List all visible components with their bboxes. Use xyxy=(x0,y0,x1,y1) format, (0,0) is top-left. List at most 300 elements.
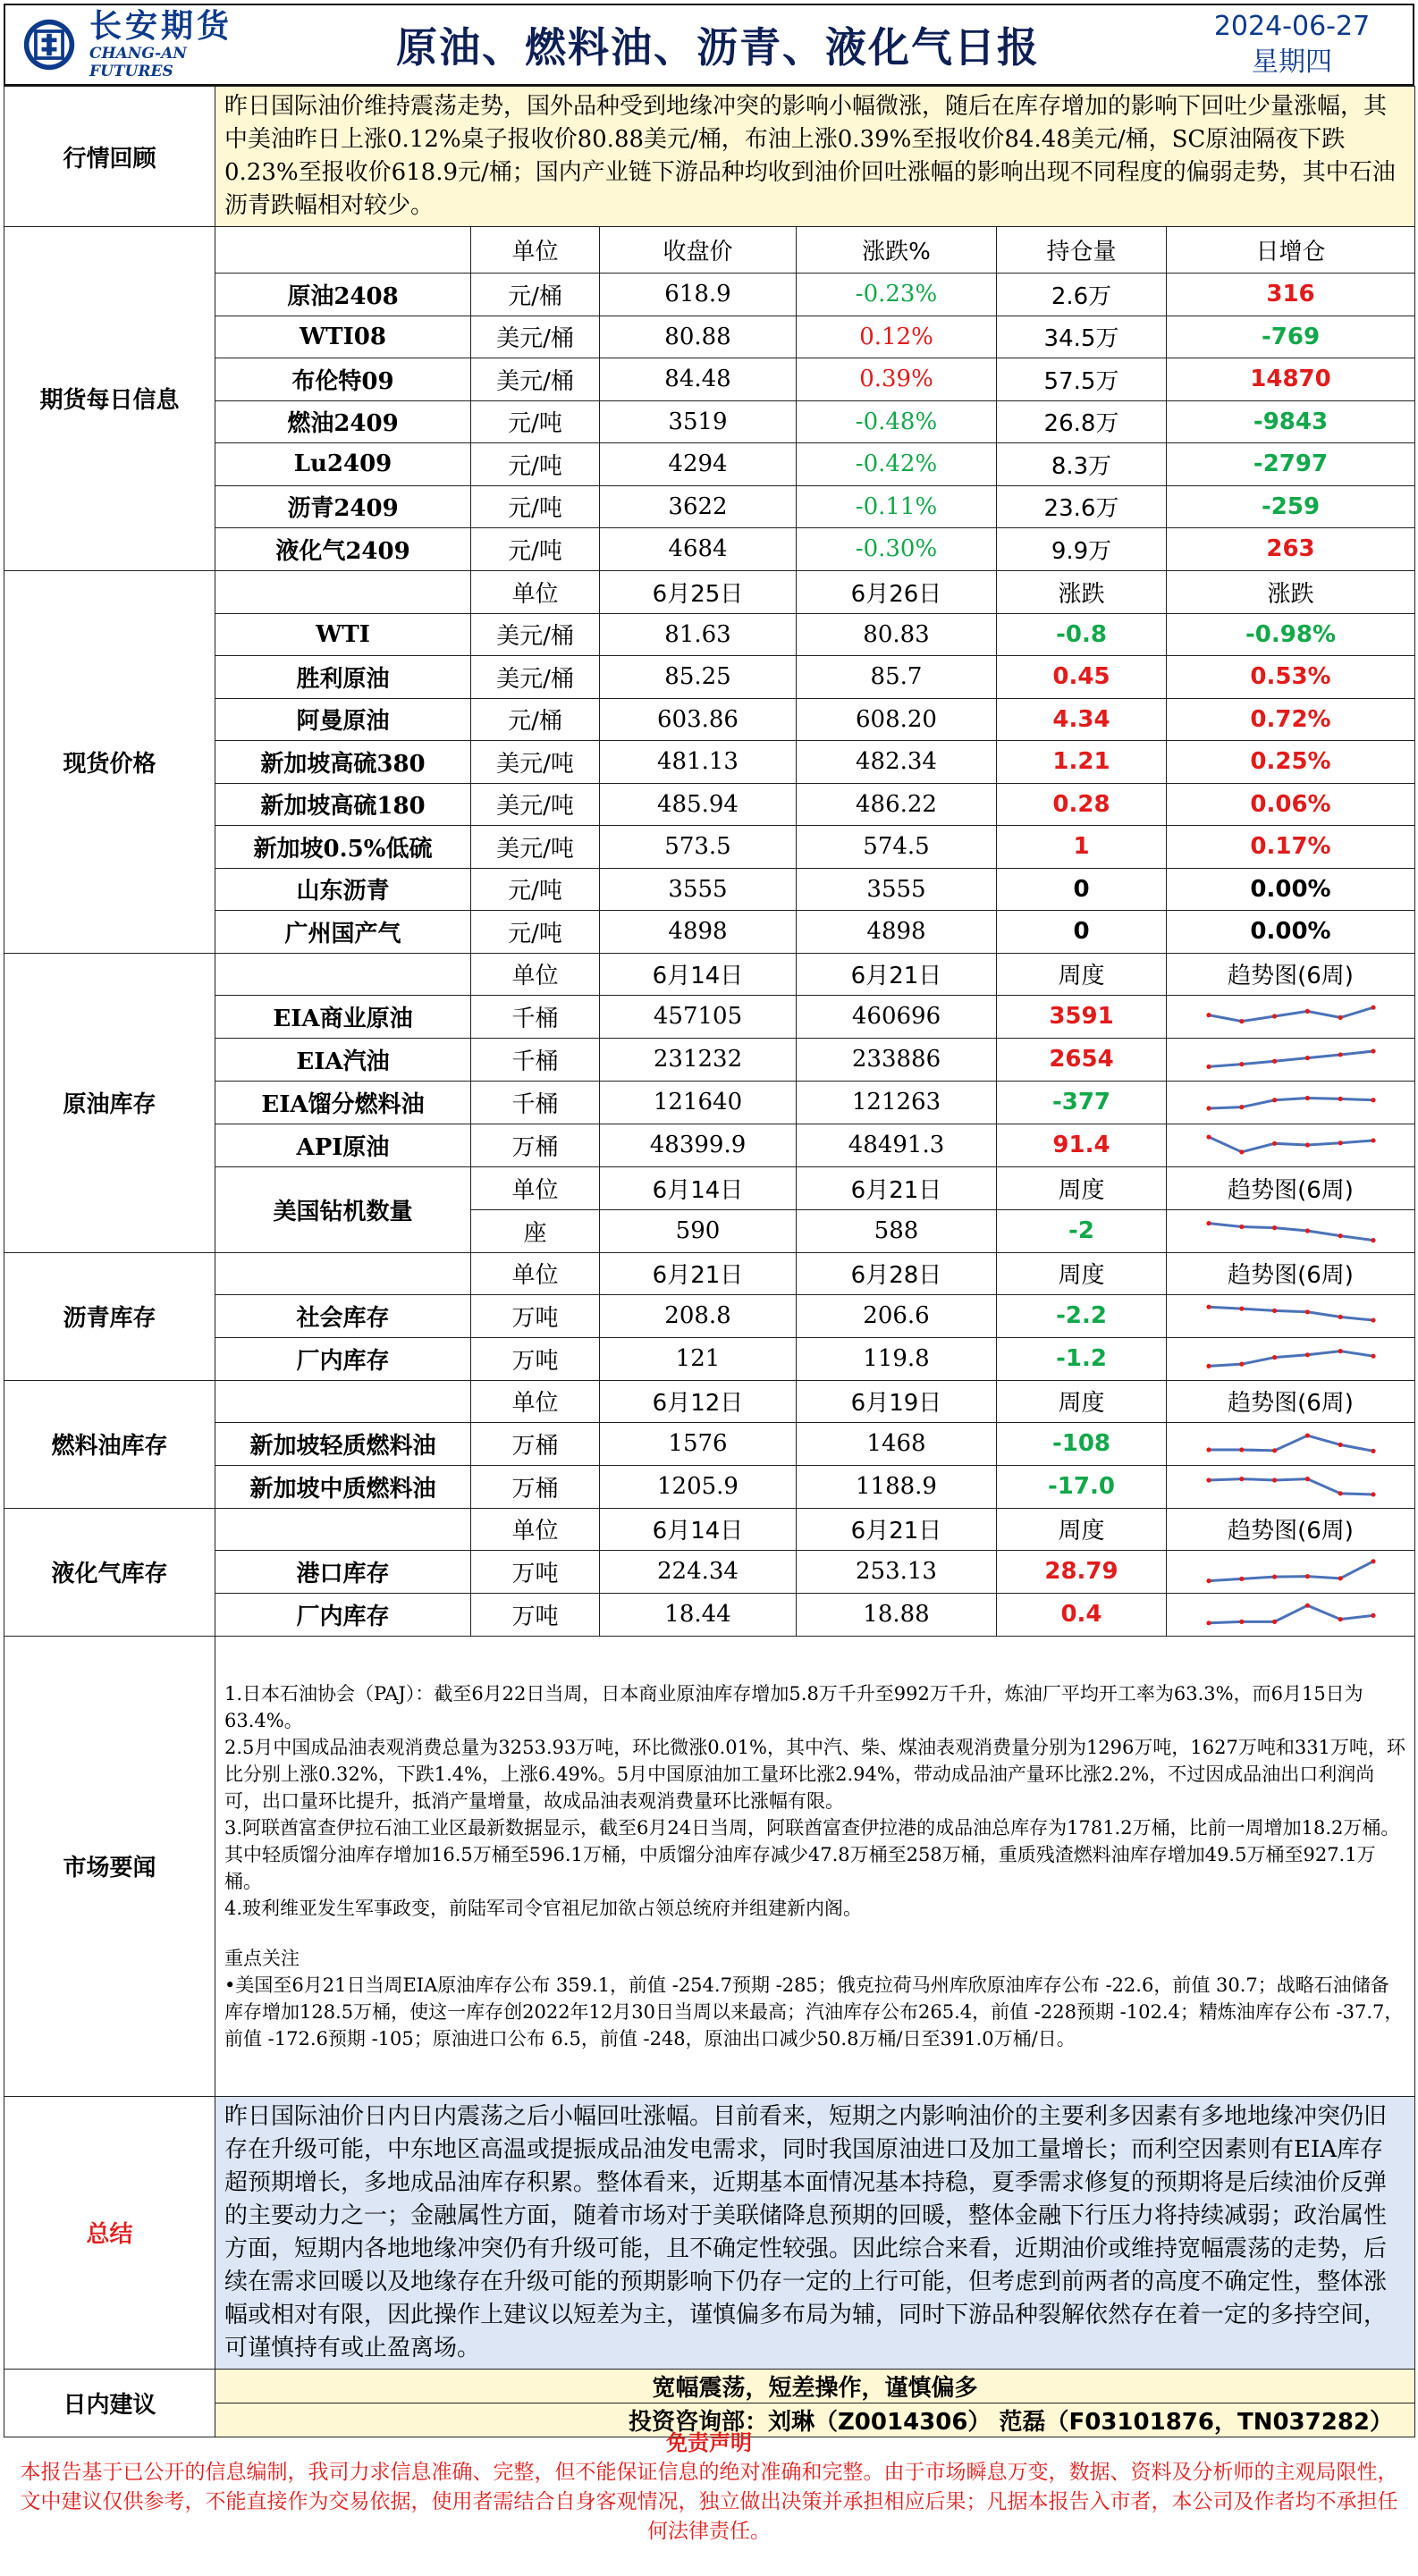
section-label-intraday: 日内建议 xyxy=(4,2369,215,2437)
news-content xyxy=(215,1636,1415,2096)
daily-oi-change: -9843 xyxy=(1167,400,1415,443)
trend-point xyxy=(1206,1221,1211,1225)
trend-cell xyxy=(1167,995,1415,1038)
header-blank xyxy=(215,1508,471,1550)
trend-line xyxy=(1209,1479,1373,1494)
trend-sparkline xyxy=(1203,1596,1379,1632)
trend-point xyxy=(1239,1447,1244,1452)
spacer xyxy=(224,1922,1405,1945)
column-header: 单位 xyxy=(471,570,600,613)
column-header: 趋势图(6周) xyxy=(1167,1166,1415,1209)
section-label-review: 行情回顾 xyxy=(4,87,215,227)
trend-line xyxy=(1209,1224,1373,1241)
trend-point xyxy=(1239,1019,1244,1023)
price-prev: 573.5 xyxy=(600,826,797,869)
daily-oi-change: 14870 xyxy=(1167,358,1415,401)
trend-point xyxy=(1272,1225,1277,1230)
table-row xyxy=(4,87,1415,227)
trend-point xyxy=(1239,1620,1244,1624)
inventory-name: 新加坡中质燃料油 xyxy=(215,1465,471,1508)
unit: 千桶 xyxy=(471,1081,600,1124)
trend-line xyxy=(1209,1099,1373,1108)
value-prev: 1576 xyxy=(600,1422,797,1465)
column-header: 周度 xyxy=(997,1380,1167,1422)
trend-point xyxy=(1304,1009,1309,1014)
change: 0.28 xyxy=(997,783,1167,826)
table-row xyxy=(4,613,1415,656)
table-row xyxy=(4,1465,1415,1508)
company-logo xyxy=(5,5,265,84)
section-label-spot: 现货价格 xyxy=(4,570,215,953)
unit: 元/吨 xyxy=(471,443,600,486)
table-row xyxy=(4,1550,1415,1593)
price-curr: 3555 xyxy=(797,868,997,911)
section-label-news: 市场要闻 xyxy=(4,1636,215,2096)
table-row xyxy=(4,1038,1415,1081)
close-price: 80.88 xyxy=(600,316,797,358)
trend-point xyxy=(1304,1477,1309,1481)
column-header: 单位 xyxy=(471,1380,600,1422)
inventory-name: 社会库存 xyxy=(215,1294,471,1337)
change-percent: -0.30% xyxy=(797,528,997,571)
unit: 美元/桶 xyxy=(471,613,600,656)
column-header: 单位 xyxy=(471,1166,600,1209)
open-interest: 34.5万 xyxy=(997,316,1167,358)
column-header: 趋势图(6周) xyxy=(1167,953,1415,995)
trend-point xyxy=(1338,1052,1342,1056)
contract-name: 沥青2409 xyxy=(215,485,471,528)
table-row xyxy=(4,826,1415,869)
table-row xyxy=(4,1124,1415,1166)
value-curr: 588 xyxy=(797,1209,997,1252)
trend-point xyxy=(1239,1362,1244,1367)
table-row xyxy=(4,2369,1415,2403)
rig-count-name: 美国钻机数量 xyxy=(215,1166,471,1252)
spot-name: 新加坡0.5%低硫 xyxy=(215,826,471,869)
column-header: 持仓量 xyxy=(997,227,1167,274)
column-header: 周度 xyxy=(997,1508,1167,1550)
open-interest: 8.3万 xyxy=(997,443,1167,486)
value-prev: 590 xyxy=(600,1209,797,1252)
table-row xyxy=(4,741,1415,784)
trend-cell xyxy=(1167,1422,1415,1465)
change-percent: 0.72% xyxy=(1167,698,1415,741)
trend-point xyxy=(1272,1620,1277,1624)
chang-an-logo-icon xyxy=(21,15,77,74)
report-title: 原油、燃料油、沥青、液化气日报 xyxy=(396,23,1040,72)
price-curr: 608.20 xyxy=(797,698,997,741)
disclaimer xyxy=(4,2422,1414,2572)
table-row xyxy=(4,1593,1415,1636)
trend-cell xyxy=(1167,1038,1415,1081)
trend-point xyxy=(1239,1062,1244,1066)
column-header: 单位 xyxy=(471,227,600,274)
spot-name: 新加坡高硫380 xyxy=(215,741,471,784)
price-curr: 482.34 xyxy=(797,741,997,784)
daily-oi-change: -2797 xyxy=(1167,443,1415,486)
trend-sparkline xyxy=(1203,998,1379,1034)
close-price: 3519 xyxy=(600,400,797,443)
trend-point xyxy=(1272,1477,1277,1482)
price-prev: 603.86 xyxy=(600,698,797,741)
report-date: 2024-06-27 xyxy=(1213,11,1371,42)
change-percent: 0.12% xyxy=(797,316,997,358)
trend-sparkline xyxy=(1203,1213,1379,1249)
trend-line xyxy=(1209,1435,1373,1451)
unit: 美元/吨 xyxy=(471,826,600,869)
news-item: 2.5月中国成品油表观消费总量为3253.93万吨，环比微涨0.01%，其中汽、柴、煤油表观消费量分别为1296万吨，1627万吨和331万吨，环比分别上涨0.32%，下跌1.4%，上涨6.49%。5月中国原油加工量环比涨2.94%，带动成品油产量环比涨2.2%，不过因成品油出口利润尚可，出口量环比提升，抵消产量增量，故成品油表观消费量环比涨幅有限。 xyxy=(224,1736,1405,1812)
spot-name: 广州国产气 xyxy=(215,911,471,954)
table-row xyxy=(4,783,1415,826)
table-row xyxy=(4,995,1415,1038)
column-header: 6月21日 xyxy=(797,1508,997,1550)
unit: 元/桶 xyxy=(471,274,600,316)
trend-point xyxy=(1272,1355,1277,1360)
unit: 万桶 xyxy=(471,1124,600,1166)
trend-point xyxy=(1338,1576,1342,1580)
section-label-asphalt_inv: 沥青库存 xyxy=(4,1252,215,1380)
change: 4.34 xyxy=(997,698,1167,741)
header-blank xyxy=(215,953,471,995)
focus-text: •美国至6月21日当周EIA原油库存公布 359.1，前值 -254.7预期 -285；俄克拉荷马州库欣原油库存公布 -22.6，前值 30.7；战略石油储备库存增加128.5万桶，使这一库存创2022年12月30日当周以来最高；汽油库存公布265.4，前值 -228预期 -102.4；精炼油库存公布 -37.7，前值 -172.6预期 -105；原油进口公布 6.5，前值 -248，原油出口减少50.8万桶/日至391.0万桶/日。 xyxy=(224,1974,1404,2050)
contract-name: Lu2409 xyxy=(215,443,471,486)
value-curr: 1468 xyxy=(797,1422,997,1465)
trend-point xyxy=(1206,1065,1211,1069)
trend-point xyxy=(1206,1013,1211,1017)
trend-point xyxy=(1206,1578,1211,1583)
weekly-change: 28.79 xyxy=(997,1550,1167,1593)
news-item: 3.阿联酋富查伊拉石油工业区最新数据显示，截至6月24日当周，阿联酋富查伊拉港的成品油总库存为1781.2万桶，比前一周增加18.2万桶。其中轻质馏分油库存增加16.5万桶至596.1万桶，中质馏分油库存减少47.8万桶至258万桶，重质残渣燃料油库存增加49.5万桶至927.1万桶。 xyxy=(224,1816,1400,1892)
change-percent: -0.42% xyxy=(797,443,997,486)
trend-point xyxy=(1338,1443,1342,1447)
value-prev: 224.34 xyxy=(600,1550,797,1593)
trend-point xyxy=(1304,1352,1309,1357)
trend-point xyxy=(1206,1477,1211,1482)
table-row xyxy=(4,1294,1415,1337)
table-row xyxy=(4,656,1415,699)
column-header: 6月12日 xyxy=(600,1380,797,1422)
open-interest: 26.8万 xyxy=(997,400,1167,443)
trend-point xyxy=(1371,1138,1375,1142)
price-prev: 485.94 xyxy=(600,783,797,826)
trend-sparkline xyxy=(1203,1469,1379,1504)
table-row xyxy=(4,358,1415,401)
table-row xyxy=(4,1380,1415,1422)
trend-point xyxy=(1272,1098,1277,1102)
change-percent: -0.48% xyxy=(797,400,997,443)
unit: 美元/桶 xyxy=(471,656,600,699)
table-row xyxy=(4,316,1415,358)
inventory-name: 厂内库存 xyxy=(215,1593,471,1636)
close-price: 618.9 xyxy=(600,274,797,316)
table-row xyxy=(4,2096,1415,2369)
inventory-name: 新加坡轻质燃料油 xyxy=(215,1422,471,1465)
close-price: 4294 xyxy=(600,443,797,486)
table-row xyxy=(4,1636,1415,2096)
trend-cell xyxy=(1167,1081,1415,1124)
trend-point xyxy=(1206,1106,1211,1110)
trend-point xyxy=(1304,1604,1309,1608)
contract-name: 液化气2409 xyxy=(215,528,471,571)
price-curr: 80.83 xyxy=(797,613,997,656)
column-header: 6月21日 xyxy=(797,1166,997,1209)
column-header: 6月21日 xyxy=(600,1252,797,1294)
unit: 美元/桶 xyxy=(471,316,600,358)
trend-point xyxy=(1338,1233,1342,1238)
trend-point xyxy=(1371,1492,1375,1496)
report-date-block xyxy=(1171,9,1413,80)
column-header: 6月14日 xyxy=(600,1508,797,1550)
change: 0 xyxy=(997,868,1167,911)
open-interest: 23.6万 xyxy=(997,485,1167,528)
unit: 美元/吨 xyxy=(471,741,600,784)
unit: 元/吨 xyxy=(471,911,600,954)
unit: 千桶 xyxy=(471,1038,600,1081)
price-prev: 4898 xyxy=(600,911,797,954)
column-header: 单位 xyxy=(471,1508,600,1550)
value-curr: 253.13 xyxy=(797,1550,997,1593)
trend-line xyxy=(1209,1051,1373,1066)
unit: 万吨 xyxy=(471,1550,600,1593)
column-header: 趋势图(6周) xyxy=(1167,1252,1415,1294)
weekly-change: 0.4 xyxy=(997,1593,1167,1636)
daily-oi-change: 263 xyxy=(1167,528,1415,571)
inventory-name: EIA馏分燃料油 xyxy=(215,1081,471,1124)
unit: 美元/吨 xyxy=(471,783,600,826)
inventory-name: EIA汽油 xyxy=(215,1038,471,1081)
table-row xyxy=(4,227,1415,274)
value-curr: 233886 xyxy=(797,1038,997,1081)
trend-line xyxy=(1209,1307,1373,1320)
column-header: 涨跌% xyxy=(797,227,997,274)
trend-point xyxy=(1272,1575,1277,1579)
close-price: 4684 xyxy=(600,528,797,571)
trend-point xyxy=(1239,1149,1244,1154)
section-label-lpg_inv: 液化气库存 xyxy=(4,1508,215,1636)
summary-text: 昨日国际油价日内日内震荡之后小幅回吐涨幅。目前看来，短期之内影响油价的主要利多因素有多地地缘冲突仍旧存在升级可能，中东地区高温或提振成品油发电需求，同时我国原油进口及加工量增长；而利空因素则有EIA库存超预期增长，多地成品油库存积累。整体看来，近期基本面情况基本持稳，夏季需求修复的预期将是后续油价反弹的主要动力之一；金融属性方面，随着市场对于美联储降息预期的回暖，整体金融下行压力将持续减弱；政治属性方面，短期内各地地缘冲突仍有升级可能，且不确定性较强。因此综合来看，近期油价或维持宽幅震荡的走势，后续在需求回暖以及地缘存在升级可能的预期影响下仍存一定的上行可能，但考虑到前两者的高度不确定性，整体涨幅或相对有限，因此操作上建议以短差为主，谨慎偏多布局为辅，同时下游品种裂解依然存在着一定的多持空间，可谨慎持有或止盈离场。 xyxy=(215,2096,1415,2369)
column-header: 日增仓 xyxy=(1167,227,1415,274)
trend-cell xyxy=(1167,1465,1415,1508)
unit: 美元/桶 xyxy=(471,358,600,401)
spot-name: 新加坡高硫180 xyxy=(215,783,471,826)
inventory-name: 厂内库存 xyxy=(215,1337,471,1380)
trend-point xyxy=(1272,1059,1277,1064)
change: 1 xyxy=(997,826,1167,869)
trend-point xyxy=(1371,1006,1375,1010)
column-header: 6月14日 xyxy=(600,953,797,995)
open-interest: 57.5万 xyxy=(997,358,1167,401)
daily-oi-change: 316 xyxy=(1167,274,1415,316)
trend-point xyxy=(1239,1225,1244,1229)
table-row xyxy=(4,911,1415,954)
table-row xyxy=(4,1081,1415,1124)
unit: 座 xyxy=(471,1209,600,1252)
trend-sparkline xyxy=(1203,1553,1379,1589)
contract-name: WTI08 xyxy=(215,316,471,358)
close-price: 3622 xyxy=(600,485,797,528)
change: 0.45 xyxy=(997,656,1167,699)
value-curr: 1188.9 xyxy=(797,1465,997,1508)
open-interest: 2.6万 xyxy=(997,274,1167,316)
trend-point xyxy=(1239,1477,1244,1481)
column-header: 6月14日 xyxy=(600,1166,797,1209)
column-header: 周度 xyxy=(997,1166,1167,1209)
open-interest: 9.9万 xyxy=(997,528,1167,571)
trend-point xyxy=(1272,1309,1277,1313)
column-header: 6月19日 xyxy=(797,1380,997,1422)
trend-point xyxy=(1304,1433,1309,1437)
value-curr: 119.8 xyxy=(797,1337,997,1380)
contract-name: 燃油2409 xyxy=(215,400,471,443)
inventory-name: 港口库存 xyxy=(215,1550,471,1593)
trend-point xyxy=(1304,1309,1309,1314)
trend-point xyxy=(1239,1577,1244,1581)
spot-name: 胜利原油 xyxy=(215,656,471,699)
trend-point xyxy=(1206,1134,1211,1139)
trend-cell xyxy=(1167,1337,1415,1380)
trend-point xyxy=(1371,1559,1375,1563)
change-percent: 0.00% xyxy=(1167,911,1415,954)
trend-point xyxy=(1338,1491,1342,1495)
trend-cell xyxy=(1167,1209,1415,1252)
unit: 万桶 xyxy=(471,1422,600,1465)
change-percent: -0.98% xyxy=(1167,613,1415,656)
trend-point xyxy=(1371,1354,1375,1359)
value-curr: 18.88 xyxy=(797,1593,997,1636)
logo-chinese-name: 长安期货 xyxy=(89,8,233,45)
weekly-change: 2654 xyxy=(997,1038,1167,1081)
weekly-change: -377 xyxy=(997,1081,1167,1124)
table-row xyxy=(4,868,1415,911)
trend-point xyxy=(1206,1447,1211,1452)
trend-point xyxy=(1272,1141,1277,1146)
table-row xyxy=(4,1422,1415,1465)
unit: 元/吨 xyxy=(471,400,600,443)
section-label-summary: 总结 xyxy=(4,2096,215,2369)
contract-name: 布伦特09 xyxy=(215,358,471,401)
trend-point xyxy=(1338,1349,1342,1353)
column-header: 6月28日 xyxy=(797,1252,997,1294)
trend-cell xyxy=(1167,1124,1415,1166)
trend-sparkline xyxy=(1203,1341,1379,1376)
price-curr: 4898 xyxy=(797,911,997,954)
trend-point xyxy=(1371,1238,1375,1242)
focus-title: 重点关注 xyxy=(224,1947,300,1969)
intraday-advice: 宽幅震荡，短差操作，谨慎偏多 xyxy=(215,2369,1415,2403)
review-text: 昨日国际油价维持震荡走势，国外品种受到地缘冲突的影响小幅微涨，随后在库存增加的影响下回吐少量涨幅，其中美油昨日上涨0.12%桌子报收价80.88美元/桶，布油上涨0.39%至报收价84.48美元/桶，SC原油隔夜下跌0.23%至报收价618.9元/桶；国内产业链下游品种均收到油价回吐涨幅的影响出现不同程度的偏弱走势，其中石油沥青跌幅相对较少。 xyxy=(215,87,1415,227)
report-weekday: 星期四 xyxy=(1252,46,1332,78)
price-prev: 481.13 xyxy=(600,741,797,784)
trend-point xyxy=(1304,1056,1309,1060)
trend-point xyxy=(1206,1364,1211,1368)
column-header: 6月21日 xyxy=(797,953,997,995)
trend-point xyxy=(1304,1096,1309,1100)
column-header: 涨跌 xyxy=(997,570,1167,613)
value-prev: 121 xyxy=(600,1337,797,1380)
header-blank xyxy=(215,570,471,613)
table-row xyxy=(4,1166,1415,1209)
weekly-change: -1.2 xyxy=(997,1337,1167,1380)
change: -0.8 xyxy=(997,613,1167,656)
trend-line xyxy=(1209,1137,1373,1152)
trend-point xyxy=(1304,1228,1309,1233)
value-curr: 121263 xyxy=(797,1081,997,1124)
trend-point xyxy=(1272,1448,1277,1452)
trend-sparkline xyxy=(1203,1127,1379,1163)
value-prev: 18.44 xyxy=(600,1593,797,1636)
column-header: 单位 xyxy=(471,953,600,995)
price-prev: 81.63 xyxy=(600,613,797,656)
trend-point xyxy=(1239,1307,1244,1311)
trend-line xyxy=(1209,1351,1373,1367)
change-percent: -0.23% xyxy=(797,274,997,316)
trend-point xyxy=(1304,1142,1309,1147)
news-item: 1.日本石油协会（PAJ）：截至6月22日当周，日本商业原油库存增加5.8万千升至992万千升，炼油厂平均开工率为63.3%，而6月15日为63.4%。 xyxy=(224,1682,1363,1731)
table-row xyxy=(4,443,1415,486)
change-percent: 0.00% xyxy=(1167,868,1415,911)
column-header: 涨跌 xyxy=(1167,570,1415,613)
table-row xyxy=(4,400,1415,443)
table-row xyxy=(4,570,1415,613)
column-header: 趋势图(6周) xyxy=(1167,1508,1415,1550)
change: 1.21 xyxy=(997,741,1167,784)
trend-point xyxy=(1371,1098,1375,1102)
trend-sparkline xyxy=(1203,1426,1379,1461)
section-label-crude_inv: 原油库存 xyxy=(4,953,215,1252)
report-table xyxy=(4,86,1415,2437)
table-row xyxy=(4,1337,1415,1380)
header-blank xyxy=(215,1380,471,1422)
section-label-fuel_inv: 燃料油库存 xyxy=(4,1380,215,1508)
price-curr: 486.22 xyxy=(797,783,997,826)
change-percent: 0.53% xyxy=(1167,656,1415,699)
trend-point xyxy=(1338,1097,1342,1101)
trend-point xyxy=(1272,1014,1277,1018)
weekly-change: -17.0 xyxy=(997,1465,1167,1508)
price-prev: 3555 xyxy=(600,868,797,911)
unit: 万吨 xyxy=(471,1337,600,1380)
trend-point xyxy=(1371,1317,1375,1322)
change-percent: 0.25% xyxy=(1167,741,1415,784)
unit: 元/吨 xyxy=(471,868,600,911)
trend-cell xyxy=(1167,1593,1415,1636)
column-header: 单位 xyxy=(471,1252,600,1294)
column-header: 趋势图(6周) xyxy=(1167,1380,1415,1422)
inventory-name: EIA商业原油 xyxy=(215,995,471,1038)
trend-point xyxy=(1371,1613,1375,1618)
change-percent: 0.17% xyxy=(1167,826,1415,869)
trend-sparkline xyxy=(1203,1084,1379,1120)
trend-point xyxy=(1338,1015,1342,1020)
header-blank xyxy=(215,1252,471,1294)
header-blank xyxy=(215,227,471,274)
logo-english-name: CHANG-AN FUTURES xyxy=(89,45,187,80)
trend-point xyxy=(1206,1305,1211,1309)
table-row xyxy=(4,953,1415,995)
value-prev: 231232 xyxy=(600,1038,797,1081)
weekly-change: -2 xyxy=(997,1209,1167,1252)
trend-point xyxy=(1206,1621,1211,1625)
unit: 千桶 xyxy=(471,995,600,1038)
unit: 元/吨 xyxy=(471,485,600,528)
weekly-change: -2.2 xyxy=(997,1294,1167,1337)
price-prev: 85.25 xyxy=(600,656,797,699)
value-prev: 1205.9 xyxy=(600,1465,797,1508)
value-curr: 206.6 xyxy=(797,1294,997,1337)
column-header: 6月26日 xyxy=(797,570,997,613)
weekly-change: 3591 xyxy=(997,995,1167,1038)
table-row xyxy=(4,698,1415,741)
